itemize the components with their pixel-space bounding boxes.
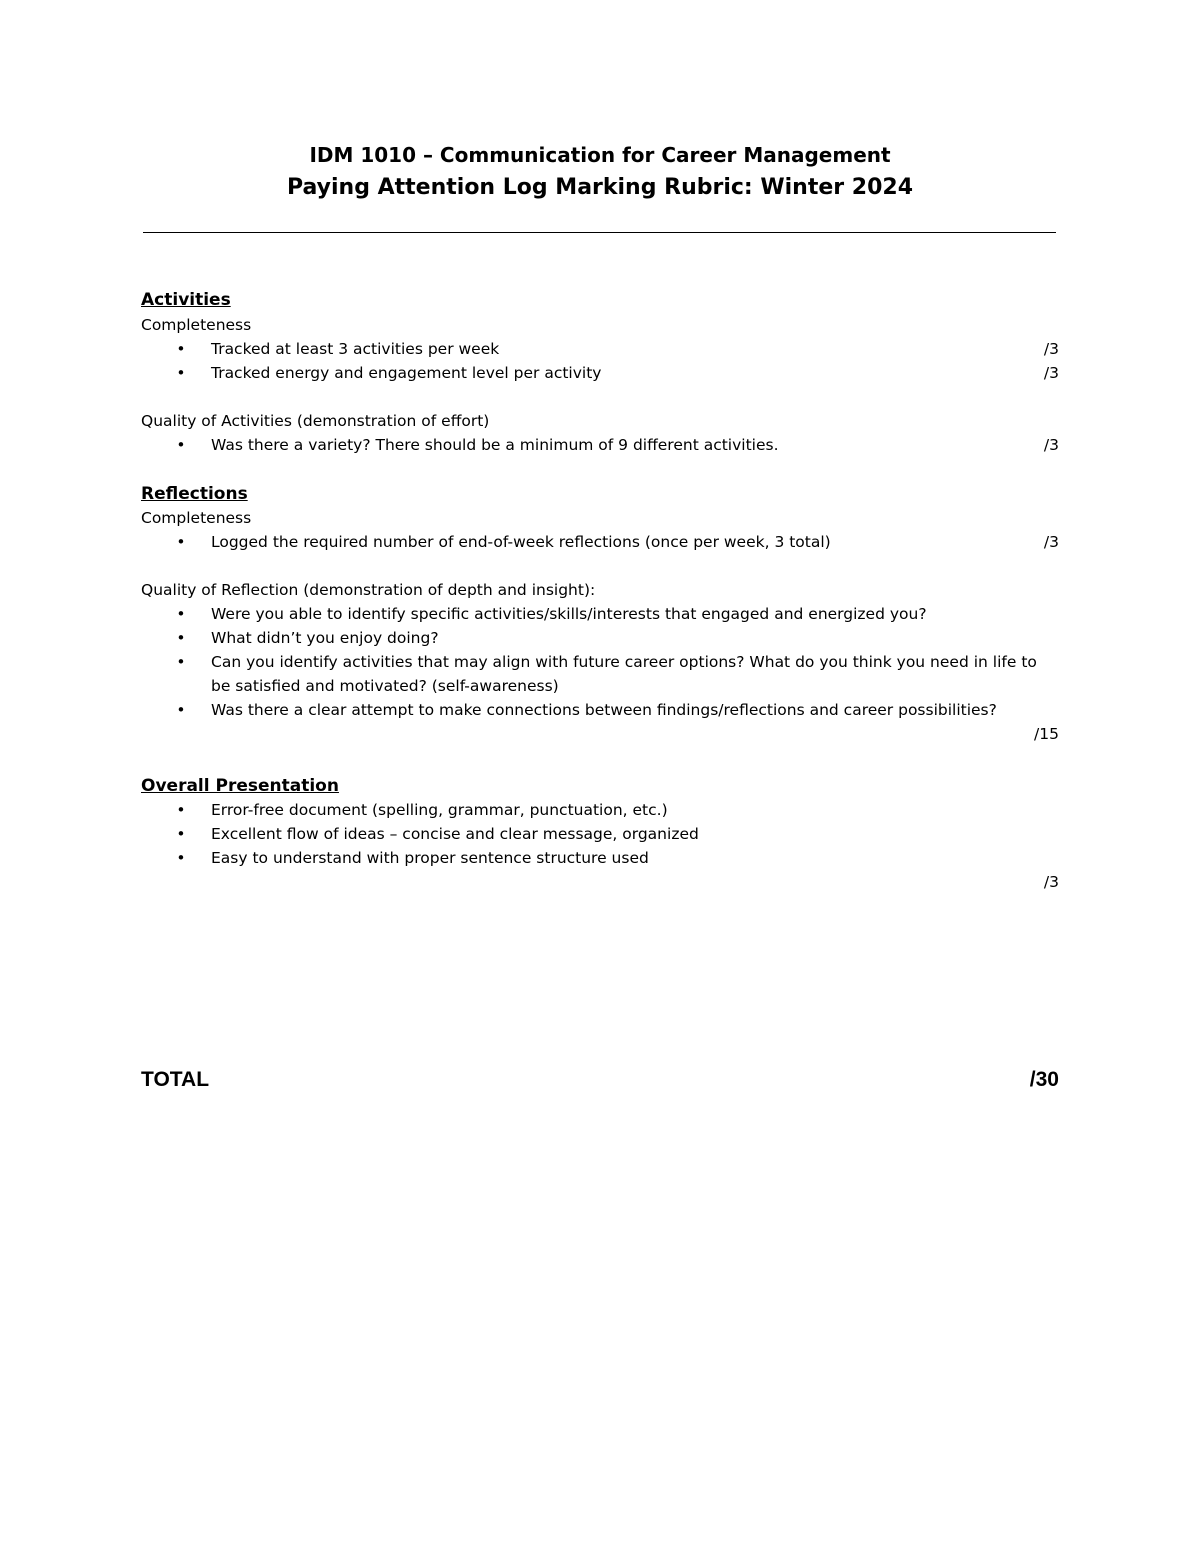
bullet-icon: • xyxy=(176,849,186,867)
rubric-title: Paying Attention Log Marking Rubric: Winter 2024 xyxy=(286,175,914,200)
reflections-quality-item: Was there a clear attempt to make connections between findings/reflections and career possibilities? xyxy=(211,701,997,719)
activities-quality-label: Quality of Activities (demonstration of effort) xyxy=(141,412,490,430)
reflections-quality-item: Can you identify activities that may align with future career options? What do you think you need in life to xyxy=(211,653,1037,671)
bullet-icon: • xyxy=(176,825,186,843)
activities-completeness-score: /3 xyxy=(1043,340,1059,358)
presentation-item: Easy to understand with proper sentence structure used xyxy=(211,849,649,867)
reflections-completeness-item: Logged the required number of end-of-week reflections (once per week, 3 total) xyxy=(211,533,831,551)
reflections-heading: Reflections xyxy=(141,484,248,504)
reflections-quality-item-continuation: be satisfied and motivated? (self-awareness) xyxy=(211,677,559,695)
activities-heading: Activities xyxy=(141,290,231,310)
reflections-quality-item: What didn’t you enjoy doing? xyxy=(211,629,439,647)
presentation-heading: Overall Presentation xyxy=(141,776,339,796)
bullet-icon: • xyxy=(176,629,186,647)
bullet-icon: • xyxy=(176,436,186,454)
bullet-icon: • xyxy=(176,653,186,671)
total-label: TOTAL xyxy=(141,1068,210,1091)
presentation-item: Error-free document (spelling, grammar, punctuation, etc.) xyxy=(211,801,668,819)
activities-quality-item: Was there a variety? There should be a minimum of 9 different activities. xyxy=(211,436,779,454)
bullet-icon: • xyxy=(176,364,186,382)
course-title: IDM 1010 – Communication for Career Management xyxy=(309,143,891,167)
activities-completeness-score: /3 xyxy=(1043,364,1059,382)
bullet-icon: • xyxy=(176,340,186,358)
activities-completeness-item: Tracked energy and engagement level per activity xyxy=(211,364,602,382)
reflections-quality-label: Quality of Reflection (demonstration of depth and insight): xyxy=(141,581,596,599)
total-score: /30 xyxy=(1029,1068,1059,1091)
header-divider xyxy=(143,232,1056,233)
reflections-quality-item: Were you able to identify specific activities/skills/interests that engaged and energized you? xyxy=(211,605,927,623)
activities-completeness-item: Tracked at least 3 activities per week xyxy=(211,340,500,358)
reflections-completeness-score: /3 xyxy=(1043,533,1059,551)
activities-completeness-label: Completeness xyxy=(141,316,252,334)
bullet-icon: • xyxy=(176,801,186,819)
reflections-completeness-label: Completeness xyxy=(141,509,252,527)
presentation-score: /3 xyxy=(1043,873,1059,891)
presentation-item: Excellent flow of ideas – concise and clear message, organized xyxy=(211,825,699,843)
bullet-icon: • xyxy=(176,605,186,623)
reflections-quality-score: /15 xyxy=(1034,725,1059,743)
activities-quality-score: /3 xyxy=(1043,436,1059,454)
bullet-icon: • xyxy=(176,533,186,551)
bullet-icon: • xyxy=(176,701,186,719)
